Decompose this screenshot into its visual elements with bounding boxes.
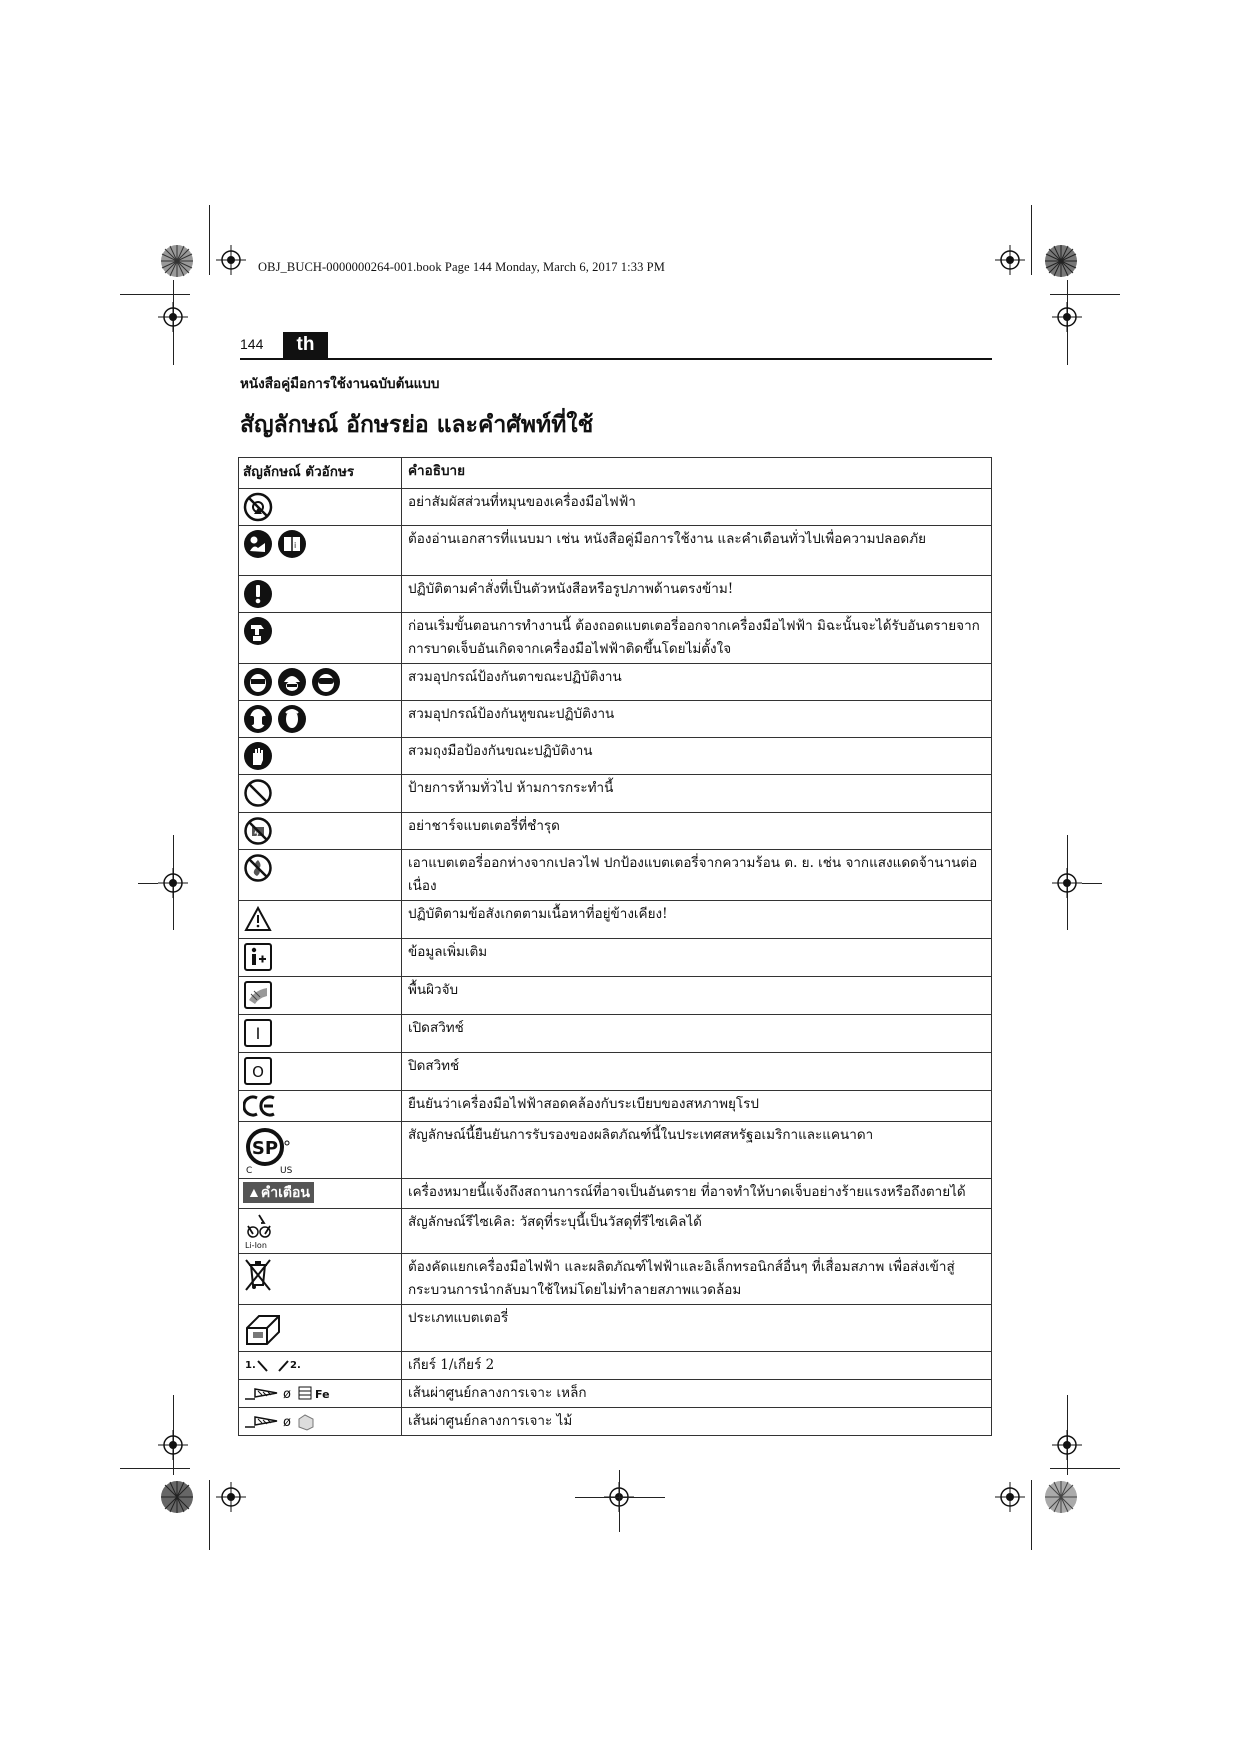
- row-description: สัญลักษณ์รีไซเคิล: วัสดุที่ระบุนี้เป็นวัสดุที่รีไซเคิลได้: [402, 1209, 992, 1254]
- table-row: [239, 701, 992, 738]
- registration-target-icon: [1052, 1430, 1082, 1460]
- color-rosette-icon: [160, 244, 194, 278]
- helmet-icon: [277, 667, 307, 697]
- weee-bin-icon: [243, 1257, 273, 1293]
- warning-label-text: คำเตือน: [260, 1184, 310, 1200]
- row-description: ปฏิบัติตามข้อสังเกตตามเนื้อหาที่อยู่ข้างเคียง!: [402, 901, 992, 939]
- li-ion-label: Li-Ion: [245, 1241, 267, 1250]
- table-row: [239, 939, 992, 977]
- gear-2-label: 2.: [290, 1360, 301, 1371]
- row-description: เส้นผ่าศูนย์กลางการเจาะ ไม้: [402, 1408, 992, 1436]
- registration-target-icon: [216, 1482, 246, 1512]
- switch-off-icon: [243, 1056, 273, 1086]
- page-number: 144: [240, 336, 264, 352]
- battery-pack-icon: [243, 1308, 285, 1348]
- table-row: [239, 489, 992, 526]
- remove-battery-icon: [243, 616, 273, 646]
- row-description: สวมถุงมือป้องกันขณะปฏิบัติงาน: [402, 738, 992, 775]
- manual-subtitle: หนังสือคู่มือการใช้งานฉบับต้นแบบ: [240, 376, 440, 392]
- warning-triangle-icon: [243, 904, 273, 934]
- table-row: [239, 1352, 992, 1380]
- table-header-row: [239, 458, 992, 489]
- csa-letters: SP: [251, 1138, 279, 1159]
- diameter-symbol: ø: [283, 1387, 291, 1402]
- info-plus-icon: [243, 942, 273, 972]
- row-description: เส้นผ่าศูนย์กลางการเจาะ เหล็ก: [402, 1380, 992, 1408]
- row-description: สัญลักษณ์นี้ยืนยันการรับรองของผลิตภัณฑ์นี้ในประเทศสหรัฐอเมริกาและแคนาดา: [402, 1122, 992, 1179]
- no-charge-damaged-battery-icon: [243, 816, 273, 846]
- row-description: ก่อนเริ่มขั้นตอนการทำงานนี้ ต้องถอดแบตเตอรี่ออกจากเครื่องมือไฟฟ้า มิฉะนั้นจะได้รับอันตรายจากการบาดเจ็บอันเกิดจากเครื่องมือไฟฟ้าติดขึ้นโดยไม่ตั้งใจ: [402, 613, 992, 664]
- switch-on-icon: [243, 1018, 273, 1048]
- switch-on-label: I: [255, 1024, 261, 1043]
- table-row: [239, 1408, 992, 1436]
- registration-target-icon: [158, 302, 188, 332]
- manual-book-icon: [277, 529, 307, 559]
- csa-us-label: US: [280, 1166, 293, 1175]
- table-row: [239, 1305, 992, 1352]
- mandatory-exclamation-icon: [243, 579, 273, 609]
- registration-target-icon: [158, 868, 188, 898]
- csa-mark-icon: [243, 1125, 299, 1175]
- no-heat-battery-icon: [243, 853, 273, 883]
- file-info-line: OBJ_BUCH-0000000264-001.book Page 144 Monday, March 6, 2017 1:33 PM: [258, 260, 665, 274]
- table-row: [239, 1254, 992, 1305]
- language-badge: th: [283, 332, 328, 358]
- csa-c-label: C: [246, 1166, 253, 1175]
- row-description: ป้ายการห้ามทั่วไป ห้ามการกระทำนี้: [402, 775, 992, 813]
- row-description: เกียร์ 1/เกียร์ 2: [402, 1352, 992, 1380]
- row-description: สวมอุปกรณ์ป้องกันตาขณะปฏิบัติงาน: [402, 664, 992, 701]
- row-description: ประเภทแบตเตอรี่: [402, 1305, 992, 1352]
- gloves-icon: [243, 741, 273, 771]
- prohibition-icon: [243, 778, 273, 808]
- table-row: [239, 977, 992, 1015]
- table-row: [239, 576, 992, 613]
- warning-sign-glyph: ▲: [247, 1184, 261, 1200]
- row-description: ปฏิบัติตามคำสั่งที่เป็นตัวหนังสือหรือรูปภาพด้านตรงข้าม!: [402, 576, 992, 613]
- row-description: ปิดสวิทช์: [402, 1053, 992, 1091]
- row-description: เครื่องหมายนี้แจ้งถึงสถานการณ์ที่อาจเป็นอันตราย ที่อาจทำให้บาดเจ็บอย่างร้ายแรงหรือถึงตายได้: [402, 1179, 992, 1209]
- switch-off-label: O: [252, 1063, 264, 1081]
- page-title: สัญลักษณ์ อักษรย่อ และคำศัพท์ที่ใช้: [240, 411, 594, 438]
- header-rule: [240, 358, 992, 360]
- table-row: [239, 775, 992, 813]
- safety-goggles-icon: [311, 667, 341, 697]
- table-row: [239, 1209, 992, 1254]
- row-description: เปิดสวิทช์: [402, 1015, 992, 1053]
- symbols-table: [238, 457, 992, 1436]
- registration-target-icon: [995, 1482, 1025, 1512]
- table-row: [239, 1091, 992, 1122]
- column-header-symbol: สัญลักษณ์ ตัวอักษร: [239, 458, 402, 489]
- row-description: อย่าสัมผัสส่วนที่หมุนของเครื่องมือไฟฟ้า: [402, 489, 992, 526]
- svg-text:i: i: [294, 541, 297, 550]
- ear-muffs-icon: [277, 704, 307, 734]
- drill-diameter-wood-icon: [243, 1411, 343, 1431]
- gear-selector-icon: [243, 1355, 313, 1375]
- table-row: [239, 901, 992, 939]
- row-description: เอาแบตเตอรี่ออกห่างจากเปลวไฟ ปกป้องแบตเตอรี่จากความร้อน ต. ย. เช่น จากแสงแดดจ้านานต่อเนื่อง: [402, 850, 992, 901]
- ear-protection-icon: [243, 704, 273, 734]
- registration-target-icon: [995, 245, 1025, 275]
- table-row: [239, 1380, 992, 1408]
- column-header-description: คำอธิบาย: [402, 458, 992, 489]
- registration-target-icon: [158, 1430, 188, 1460]
- gear-1-label: 1.: [245, 1360, 256, 1371]
- row-description: สวมอุปกรณ์ป้องกันหูขณะปฏิบัติงาน: [402, 701, 992, 738]
- registration-target-icon: [216, 245, 246, 275]
- registration-target-icon: [1052, 302, 1082, 332]
- recycle-li-ion-icon: [243, 1212, 275, 1250]
- warning-label-icon: [243, 1182, 314, 1203]
- row-description: พื้นผิวจับ: [402, 977, 992, 1015]
- read-manual-icon: [243, 529, 273, 559]
- row-description: ต้องคัดแยกเครื่องมือไฟฟ้า และผลิตภัณฑ์ไฟฟ้าและอิเล็กทรอนิกส์อื่นๆ ที่เสื่อมสภาพ เพื่อส่งเข้าสู่กระบวนการนำกลับมาใช้ใหม่โดยไม่ทำลายสภาพแวดล้อม: [402, 1254, 992, 1305]
- table-row: [239, 526, 992, 576]
- color-rosette-icon: [1044, 244, 1078, 278]
- table-row: [239, 1015, 992, 1053]
- row-description: ต้องอ่านเอกสารที่แนบมา เช่น หนังสือคู่มือการใช้งาน และคำเตือนทั่วไปเพื่อความปลอดภัย: [402, 526, 992, 576]
- row-description: ยืนยันว่าเครื่องมือไฟฟ้าสอดคล้องกับระเบียบของสหภาพยุโรป: [402, 1091, 992, 1122]
- table-row: [239, 850, 992, 901]
- color-rosette-icon: [160, 1480, 194, 1514]
- row-description: ข้อมูลเพิ่มเติม: [402, 939, 992, 977]
- ce-mark-icon: [243, 1094, 277, 1118]
- registration-target-icon: [1052, 868, 1082, 898]
- table-row: [239, 664, 992, 701]
- table-row: [239, 613, 992, 664]
- table-row: [239, 1053, 992, 1091]
- face-shield-icon: [243, 667, 273, 697]
- grip-surface-icon: [243, 980, 273, 1010]
- diameter-symbol: ø: [283, 1415, 291, 1430]
- drill-diameter-steel-icon: [243, 1383, 343, 1403]
- fe-label: Fe: [315, 1388, 330, 1401]
- table-row: [239, 738, 992, 775]
- table-row: [239, 1179, 992, 1209]
- no-touch-rotating-icon: [243, 492, 273, 522]
- color-rosette-icon: [1044, 1480, 1078, 1514]
- table-row: [239, 1122, 992, 1179]
- table-row: [239, 813, 992, 850]
- row-description: อย่าชาร์จแบตเตอรี่ที่ชำรุด: [402, 813, 992, 850]
